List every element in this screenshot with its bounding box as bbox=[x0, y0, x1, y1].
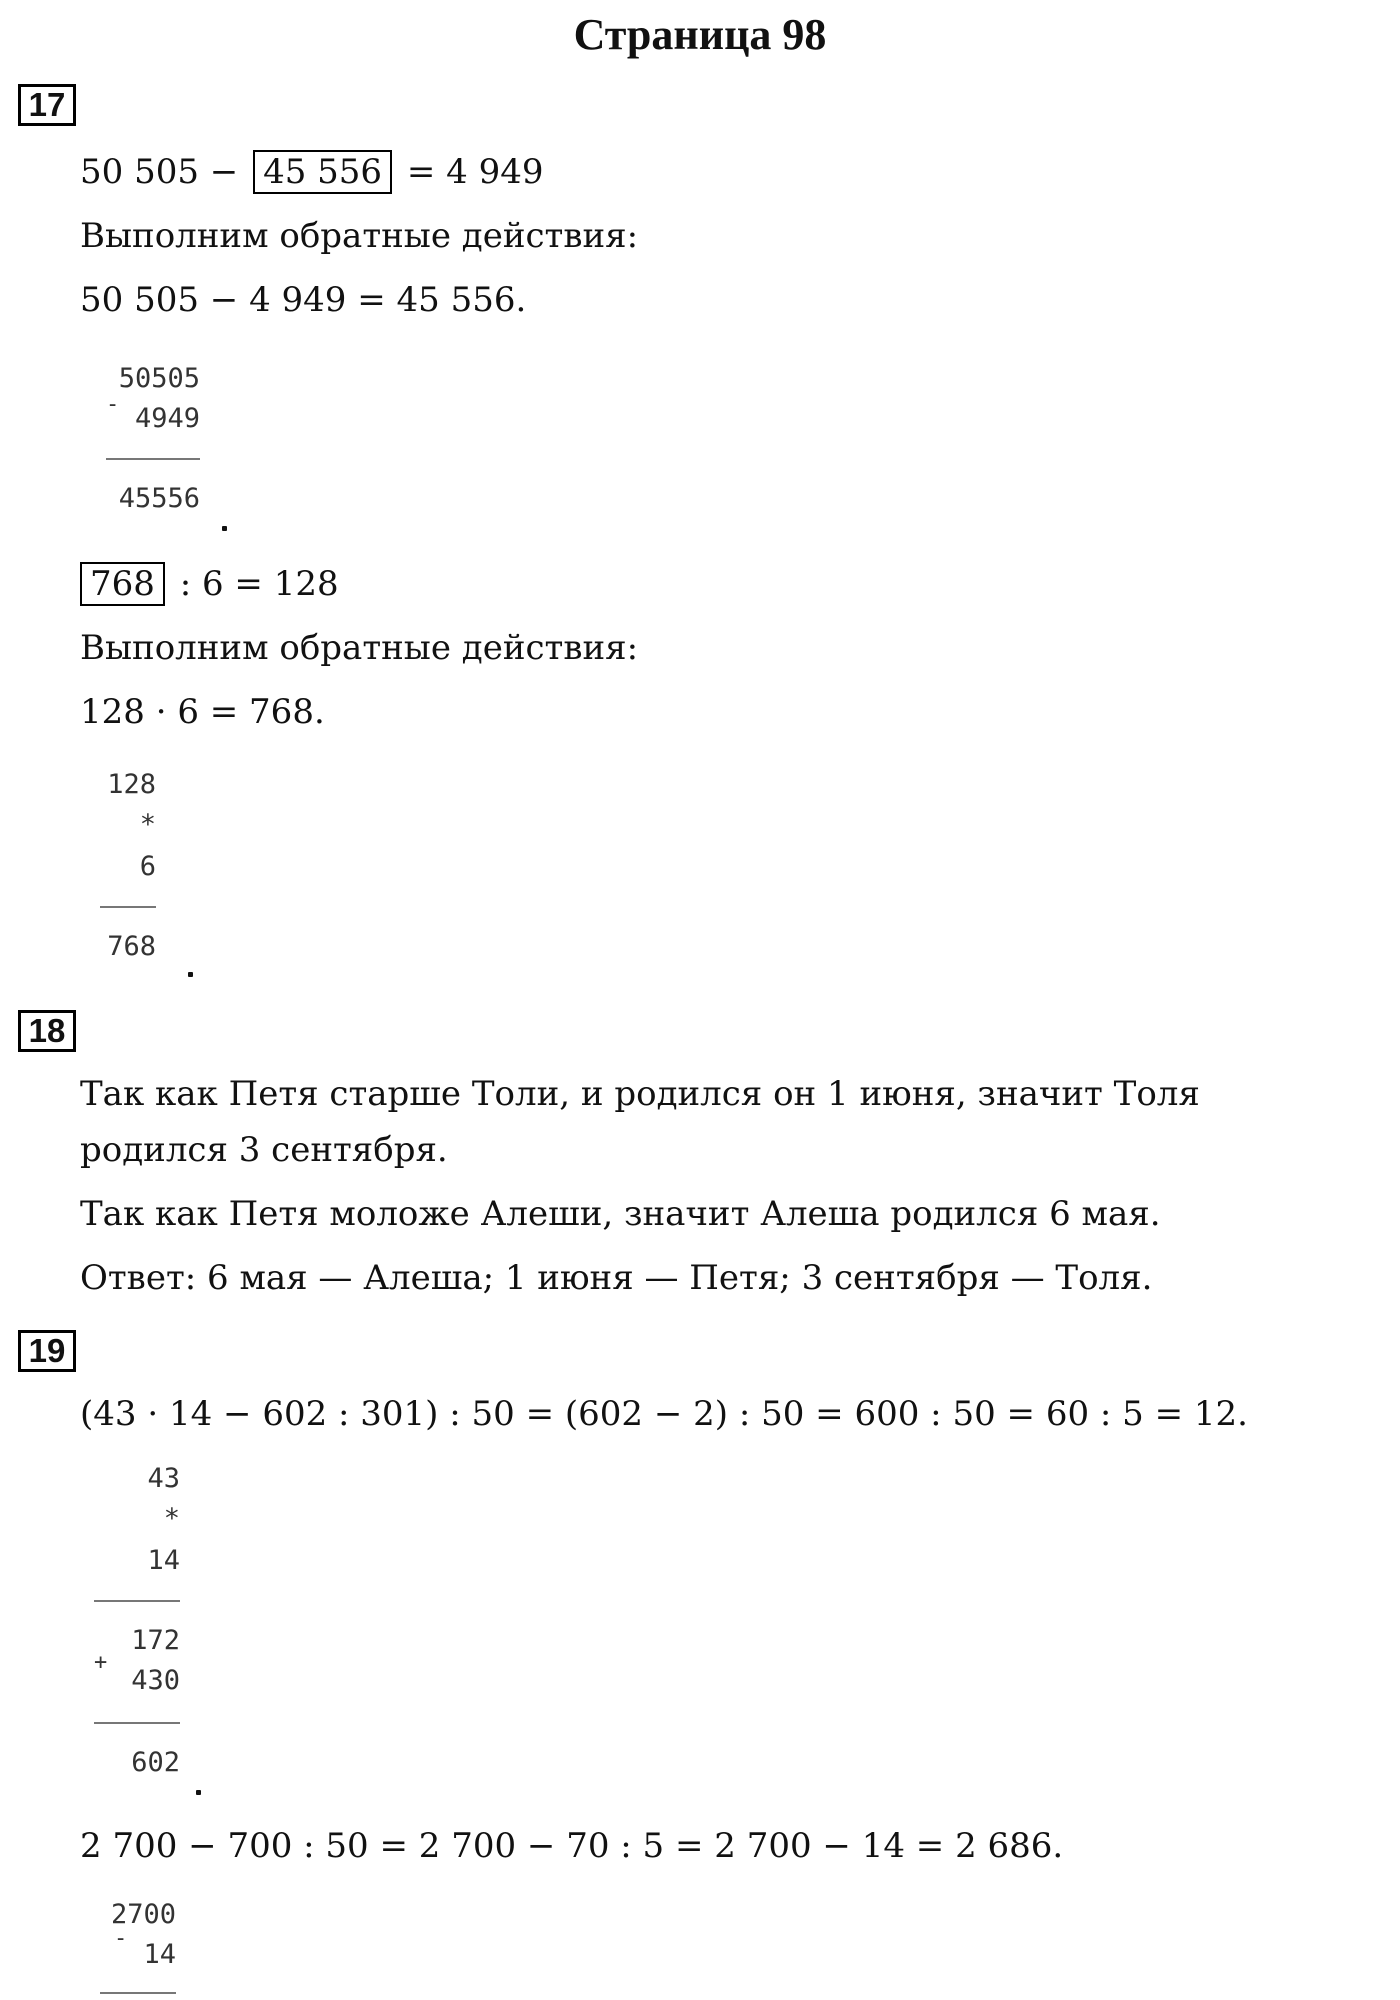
eq1-left: 50 505 − bbox=[80, 152, 239, 192]
task18-line-3: Так как Петя моложе Алеши, значит Алеша родился 6 мая. bbox=[80, 1194, 1161, 1234]
col2-dot bbox=[188, 972, 193, 977]
task18-line-2: родился 3 сентября. bbox=[80, 1130, 448, 1170]
col2-sign: * bbox=[139, 809, 156, 840]
task18-answer: Ответ: 6 мая — Алеша; 1 июня — Петя; 3 сентября — Толя. bbox=[80, 1258, 1153, 1298]
col2-top: 128 bbox=[107, 769, 156, 800]
col1-bottom: 4949 bbox=[134, 403, 200, 434]
task-number-17: 17 bbox=[18, 84, 76, 126]
col3-plus: + bbox=[94, 1650, 108, 1675]
col4-bottom: 14 bbox=[143, 1939, 176, 1970]
task-number-18: 18 bbox=[18, 1010, 76, 1052]
page-title: Страница 98 bbox=[573, 10, 827, 59]
col1-result: 45556 bbox=[118, 483, 200, 514]
task-number-19: 19 bbox=[18, 1330, 76, 1372]
col3-dot bbox=[196, 1790, 201, 1795]
task17-equation-2: 50 505 − 4 949 = 45 556. bbox=[80, 280, 527, 320]
task18-line-1: Так как Петя старше Толи, и родился он 1 июня, значит Толя bbox=[80, 1074, 1200, 1114]
col3-result: 602 bbox=[131, 1747, 180, 1778]
eq3-right: : 6 = 128 bbox=[179, 564, 339, 604]
col3-rule-1 bbox=[94, 1600, 180, 1602]
task19-equation-1: (43 · 14 − 602 : 301) : 50 = (602 − 2) : 50 = 600 : 50 = 60 : 5 = 12. bbox=[80, 1394, 1248, 1434]
col3-partial-2: 430 bbox=[131, 1665, 180, 1696]
col2-rule bbox=[100, 906, 156, 908]
col4-top: 2700 bbox=[110, 1899, 176, 1930]
col1-rule bbox=[106, 458, 200, 460]
col2-result: 768 bbox=[107, 931, 156, 962]
col1-dot bbox=[222, 526, 227, 531]
col1-top: 50505 bbox=[118, 363, 200, 394]
task17-equation-4: 128 · 6 = 768. bbox=[80, 692, 325, 732]
eq3-answer-box: 768 bbox=[80, 562, 165, 606]
col3-sign: * bbox=[163, 1503, 180, 1534]
col3-bottom: 14 bbox=[147, 1545, 180, 1576]
col4-rule bbox=[100, 1992, 176, 1994]
eq1-answer-box: 45 556 bbox=[253, 150, 392, 194]
task19-equation-2: 2 700 − 700 : 50 = 2 700 − 70 : 5 = 2 700 − 14 = 2 686. bbox=[80, 1826, 1064, 1866]
task17-text-1: Выполним обратные действия: bbox=[80, 216, 639, 256]
col3-partial-1: 172 bbox=[131, 1625, 180, 1656]
col4-sign: - bbox=[114, 1926, 128, 1951]
col2-bottom: 6 bbox=[139, 851, 156, 882]
task17-equation-3 bbox=[80, 562, 339, 606]
task17-text-2: Выполним обратные действия: bbox=[80, 628, 639, 668]
col3-rule-2 bbox=[94, 1722, 180, 1724]
col1-sign: - bbox=[106, 392, 120, 417]
eq1-right: = 4 949 bbox=[406, 152, 544, 192]
col3-top: 43 bbox=[147, 1463, 180, 1494]
task17-equation-1 bbox=[80, 150, 544, 194]
